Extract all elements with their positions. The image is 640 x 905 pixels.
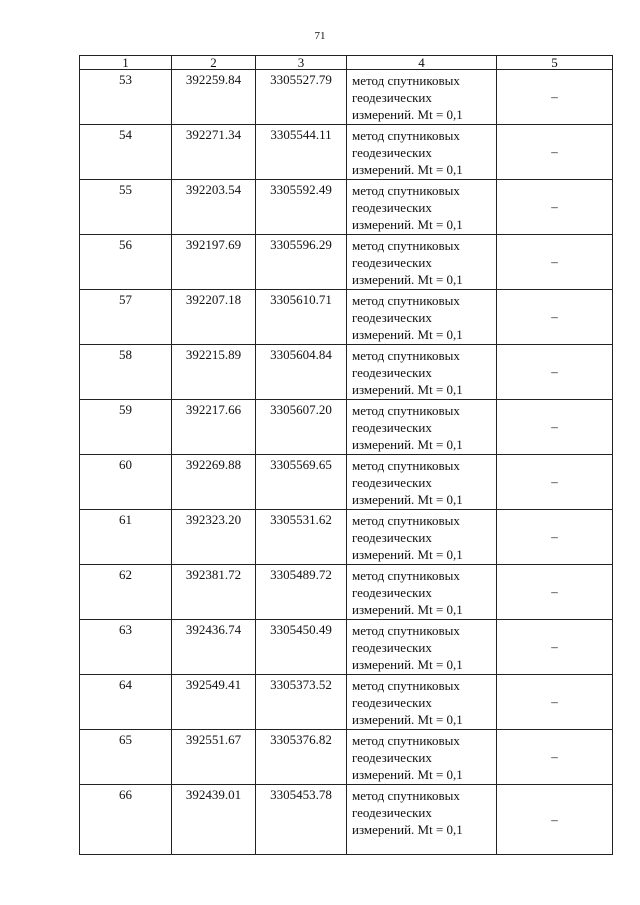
x-coordinate-cell: 392271.34 <box>172 125 256 180</box>
note-cell: – <box>497 510 613 565</box>
y-coordinate-cell: 3305453.78 <box>256 785 347 855</box>
x-coordinate-cell: 392217.66 <box>172 400 256 455</box>
x-coordinate-cell: 392323.20 <box>172 510 256 565</box>
table-row <box>80 455 613 510</box>
method-cell <box>347 180 497 235</box>
table-row <box>80 620 613 675</box>
table-row <box>80 400 613 455</box>
method-text-line: метод спутниковых <box>352 458 460 473</box>
point-number-cell: 60 <box>80 455 172 510</box>
note-cell: – <box>497 400 613 455</box>
method-text-line: геодезических <box>352 255 432 270</box>
x-coordinate-cell: 392215.89 <box>172 345 256 400</box>
column-header-2: 2 <box>172 56 256 70</box>
point-number-cell: 64 <box>80 675 172 730</box>
method-text-line: геодезических <box>352 695 432 710</box>
method-text-line: метод спутниковых <box>352 128 460 143</box>
method-text-line: геодезических <box>352 805 432 820</box>
column-header-3: 3 <box>256 56 347 70</box>
note-cell: – <box>497 125 613 180</box>
table-row <box>80 345 613 400</box>
method-cell <box>347 785 497 855</box>
table-row <box>80 675 613 730</box>
note-cell: – <box>497 675 613 730</box>
table-row <box>80 785 613 855</box>
method-text-line: метод спутниковых <box>352 678 460 693</box>
method-text-line: измерений. Mt = 0,1 <box>352 272 463 287</box>
column-header-4: 4 <box>347 56 497 70</box>
x-coordinate-cell: 392436.74 <box>172 620 256 675</box>
y-coordinate-cell: 3305544.11 <box>256 125 347 180</box>
method-text-line: измерений. Mt = 0,1 <box>352 547 463 562</box>
x-coordinate-cell: 392551.67 <box>172 730 256 785</box>
table-row <box>80 290 613 345</box>
method-cell <box>347 290 497 345</box>
method-text-line: геодезических <box>352 365 432 380</box>
point-number-cell: 61 <box>80 510 172 565</box>
method-text-line: метод спутниковых <box>352 513 460 528</box>
note-cell: – <box>497 785 613 855</box>
note-cell: – <box>497 70 613 125</box>
method-cell <box>347 620 497 675</box>
point-number-cell: 54 <box>80 125 172 180</box>
table-row <box>80 565 613 620</box>
table-row <box>80 730 613 785</box>
point-number-cell: 58 <box>80 345 172 400</box>
method-text-line: измерений. Mt = 0,1 <box>352 822 463 837</box>
method-text-line: измерений. Mt = 0,1 <box>352 382 463 397</box>
method-cell <box>347 400 497 455</box>
note-cell: – <box>497 730 613 785</box>
y-coordinate-cell: 3305607.20 <box>256 400 347 455</box>
column-header-5: 5 <box>497 56 613 70</box>
method-cell <box>347 730 497 785</box>
method-cell <box>347 345 497 400</box>
y-coordinate-cell: 3305596.29 <box>256 235 347 290</box>
note-cell: – <box>497 565 613 620</box>
method-text-line: геодезических <box>352 420 432 435</box>
page-number: 71 <box>314 30 326 42</box>
method-cell <box>347 70 497 125</box>
coordinates-table <box>79 55 613 855</box>
table-row <box>80 180 613 235</box>
method-text-line: геодезических <box>352 90 432 105</box>
point-number-cell: 56 <box>80 235 172 290</box>
x-coordinate-cell: 392259.84 <box>172 70 256 125</box>
method-text-line: геодезических <box>352 145 432 160</box>
note-cell: – <box>497 345 613 400</box>
method-text-line: измерений. Mt = 0,1 <box>352 492 463 507</box>
point-number-cell: 65 <box>80 730 172 785</box>
y-coordinate-cell: 3305450.49 <box>256 620 347 675</box>
method-cell <box>347 235 497 290</box>
method-text-line: геодезических <box>352 200 432 215</box>
method-cell <box>347 675 497 730</box>
method-text-line: метод спутниковых <box>352 403 460 418</box>
note-cell: – <box>497 180 613 235</box>
method-text-line: метод спутниковых <box>352 623 460 638</box>
y-coordinate-cell: 3305527.79 <box>256 70 347 125</box>
point-number-cell: 53 <box>80 70 172 125</box>
table-row <box>80 70 613 125</box>
x-coordinate-cell: 392207.18 <box>172 290 256 345</box>
method-text-line: метод спутниковых <box>352 293 460 308</box>
column-header-1: 1 <box>80 56 172 70</box>
note-cell: – <box>497 290 613 345</box>
method-cell <box>347 125 497 180</box>
method-text-line: измерений. Mt = 0,1 <box>352 327 463 342</box>
point-number-cell: 66 <box>80 785 172 855</box>
method-cell <box>347 565 497 620</box>
table-header-row <box>80 56 613 70</box>
y-coordinate-cell: 3305592.49 <box>256 180 347 235</box>
method-text-line: измерений. Mt = 0,1 <box>352 657 463 672</box>
x-coordinate-cell: 392439.01 <box>172 785 256 855</box>
method-cell <box>347 510 497 565</box>
note-cell: – <box>497 455 613 510</box>
note-cell: – <box>497 235 613 290</box>
method-text-line: метод спутниковых <box>352 238 460 253</box>
y-coordinate-cell: 3305373.52 <box>256 675 347 730</box>
x-coordinate-cell: 392197.69 <box>172 235 256 290</box>
table-row <box>80 510 613 565</box>
x-coordinate-cell: 392549.41 <box>172 675 256 730</box>
method-text-line: измерений. Mt = 0,1 <box>352 712 463 727</box>
method-text-line: метод спутниковых <box>352 348 460 363</box>
y-coordinate-cell: 3305569.65 <box>256 455 347 510</box>
method-text-line: метод спутниковых <box>352 73 460 88</box>
method-text-line: измерений. Mt = 0,1 <box>352 437 463 452</box>
method-text-line: геодезических <box>352 475 432 490</box>
x-coordinate-cell: 392269.88 <box>172 455 256 510</box>
x-coordinate-cell: 392203.54 <box>172 180 256 235</box>
method-text-line: геодезических <box>352 585 432 600</box>
method-text-line: измерений. Mt = 0,1 <box>352 217 463 232</box>
y-coordinate-cell: 3305489.72 <box>256 565 347 620</box>
method-text-line: метод спутниковых <box>352 568 460 583</box>
method-text-line: метод спутниковых <box>352 733 460 748</box>
method-text-line: измерений. Mt = 0,1 <box>352 602 463 617</box>
table-body <box>80 70 613 855</box>
method-text-line: метод спутниковых <box>352 183 460 198</box>
point-number-cell: 63 <box>80 620 172 675</box>
method-text-line: измерений. Mt = 0,1 <box>352 162 463 177</box>
table-row <box>80 125 613 180</box>
method-text-line: измерений. Mt = 0,1 <box>352 767 463 782</box>
y-coordinate-cell: 3305610.71 <box>256 290 347 345</box>
y-coordinate-cell: 3305376.82 <box>256 730 347 785</box>
method-text-line: геодезических <box>352 640 432 655</box>
method-text-line: метод спутниковых <box>352 788 460 803</box>
y-coordinate-cell: 3305531.62 <box>256 510 347 565</box>
point-number-cell: 62 <box>80 565 172 620</box>
y-coordinate-cell: 3305604.84 <box>256 345 347 400</box>
point-number-cell: 57 <box>80 290 172 345</box>
x-coordinate-cell: 392381.72 <box>172 565 256 620</box>
method-text-line: геодезических <box>352 750 432 765</box>
note-cell: – <box>497 620 613 675</box>
point-number-cell: 55 <box>80 180 172 235</box>
table-row <box>80 235 613 290</box>
method-cell <box>347 455 497 510</box>
method-text-line: геодезических <box>352 530 432 545</box>
point-number-cell: 59 <box>80 400 172 455</box>
method-text-line: измерений. Mt = 0,1 <box>352 107 463 122</box>
method-text-line: геодезических <box>352 310 432 325</box>
